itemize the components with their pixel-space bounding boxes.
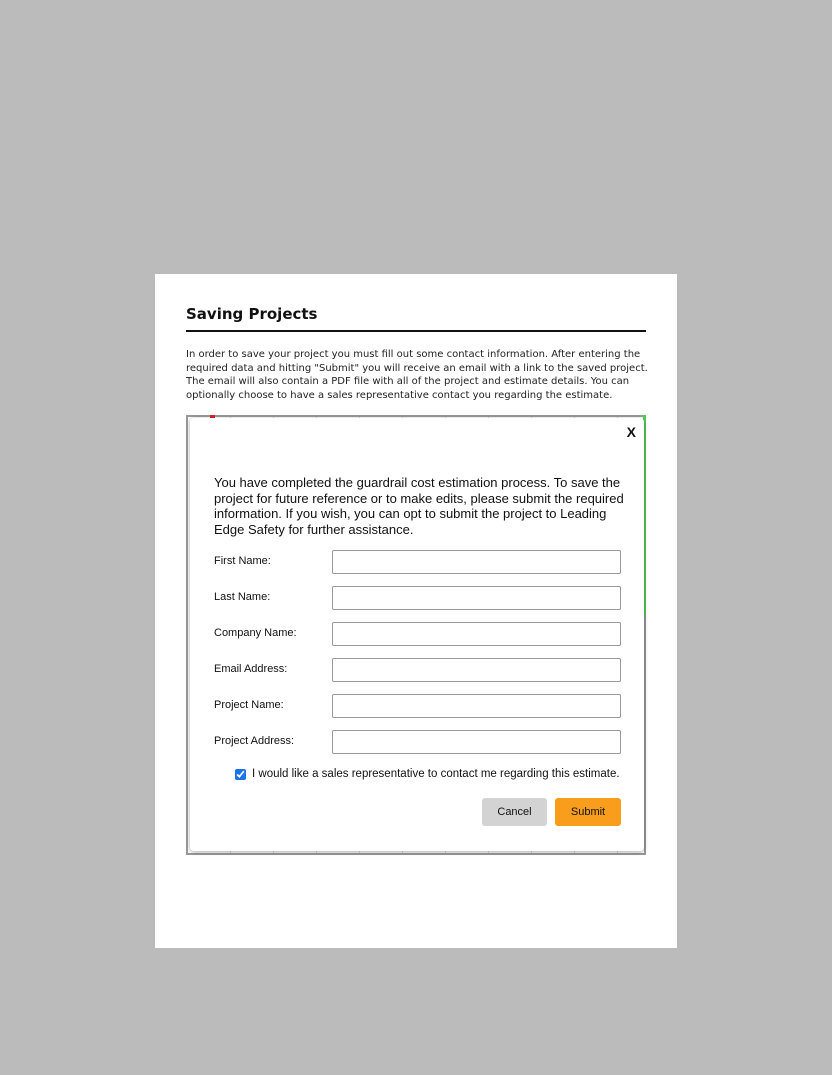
company-name-label: Company Name: (214, 627, 297, 639)
project-name-input[interactable] (332, 694, 621, 718)
first-name-label: First Name: (214, 555, 271, 567)
project-name-row (214, 694, 621, 718)
document-page (155, 274, 677, 948)
email-row (214, 658, 621, 682)
page-title: Saving Projects (186, 305, 318, 323)
sales-contact-label: I would like a sales representative to contact me regarding this estimate. (252, 768, 620, 780)
project-name-label: Project Name: (214, 699, 284, 711)
submit-button[interactable]: Submit (555, 798, 621, 826)
sales-contact-option (235, 768, 620, 780)
email-input[interactable] (332, 658, 621, 682)
cancel-button[interactable]: Cancel (482, 798, 547, 826)
save-project-dialog (190, 418, 644, 851)
last-name-label: Last Name: (214, 591, 271, 603)
dialog-message: You have completed the guardrail cost estimation process. To save the project for future reference or to make edits, please submit the required information. If you wish, you can opt to submit the project to Leading Edge Safety for further assistance. (214, 475, 624, 537)
company-name-input[interactable] (332, 622, 621, 646)
intro-paragraph: In order to save your project you must fill out some contact information. After entering the required data and hitting "Submit" you will receive an email with a link to the saved project. The email will also contain a PDF file with all of the project and estimate details. You can optionally choose to have a sales representative contact you regarding the estimate. (186, 349, 648, 401)
company-name-row (214, 622, 621, 646)
title-divider (186, 330, 646, 332)
first-name-row (214, 550, 621, 574)
project-address-label: Project Address: (214, 735, 295, 747)
project-address-input[interactable] (332, 730, 621, 754)
project-address-row (214, 730, 621, 754)
last-name-input[interactable] (332, 586, 621, 610)
last-name-row (214, 586, 621, 610)
first-name-input[interactable] (332, 550, 621, 574)
email-label: Email Address: (214, 663, 288, 675)
close-button[interactable]: X (626, 424, 636, 440)
sales-contact-checkbox[interactable] (235, 769, 246, 780)
